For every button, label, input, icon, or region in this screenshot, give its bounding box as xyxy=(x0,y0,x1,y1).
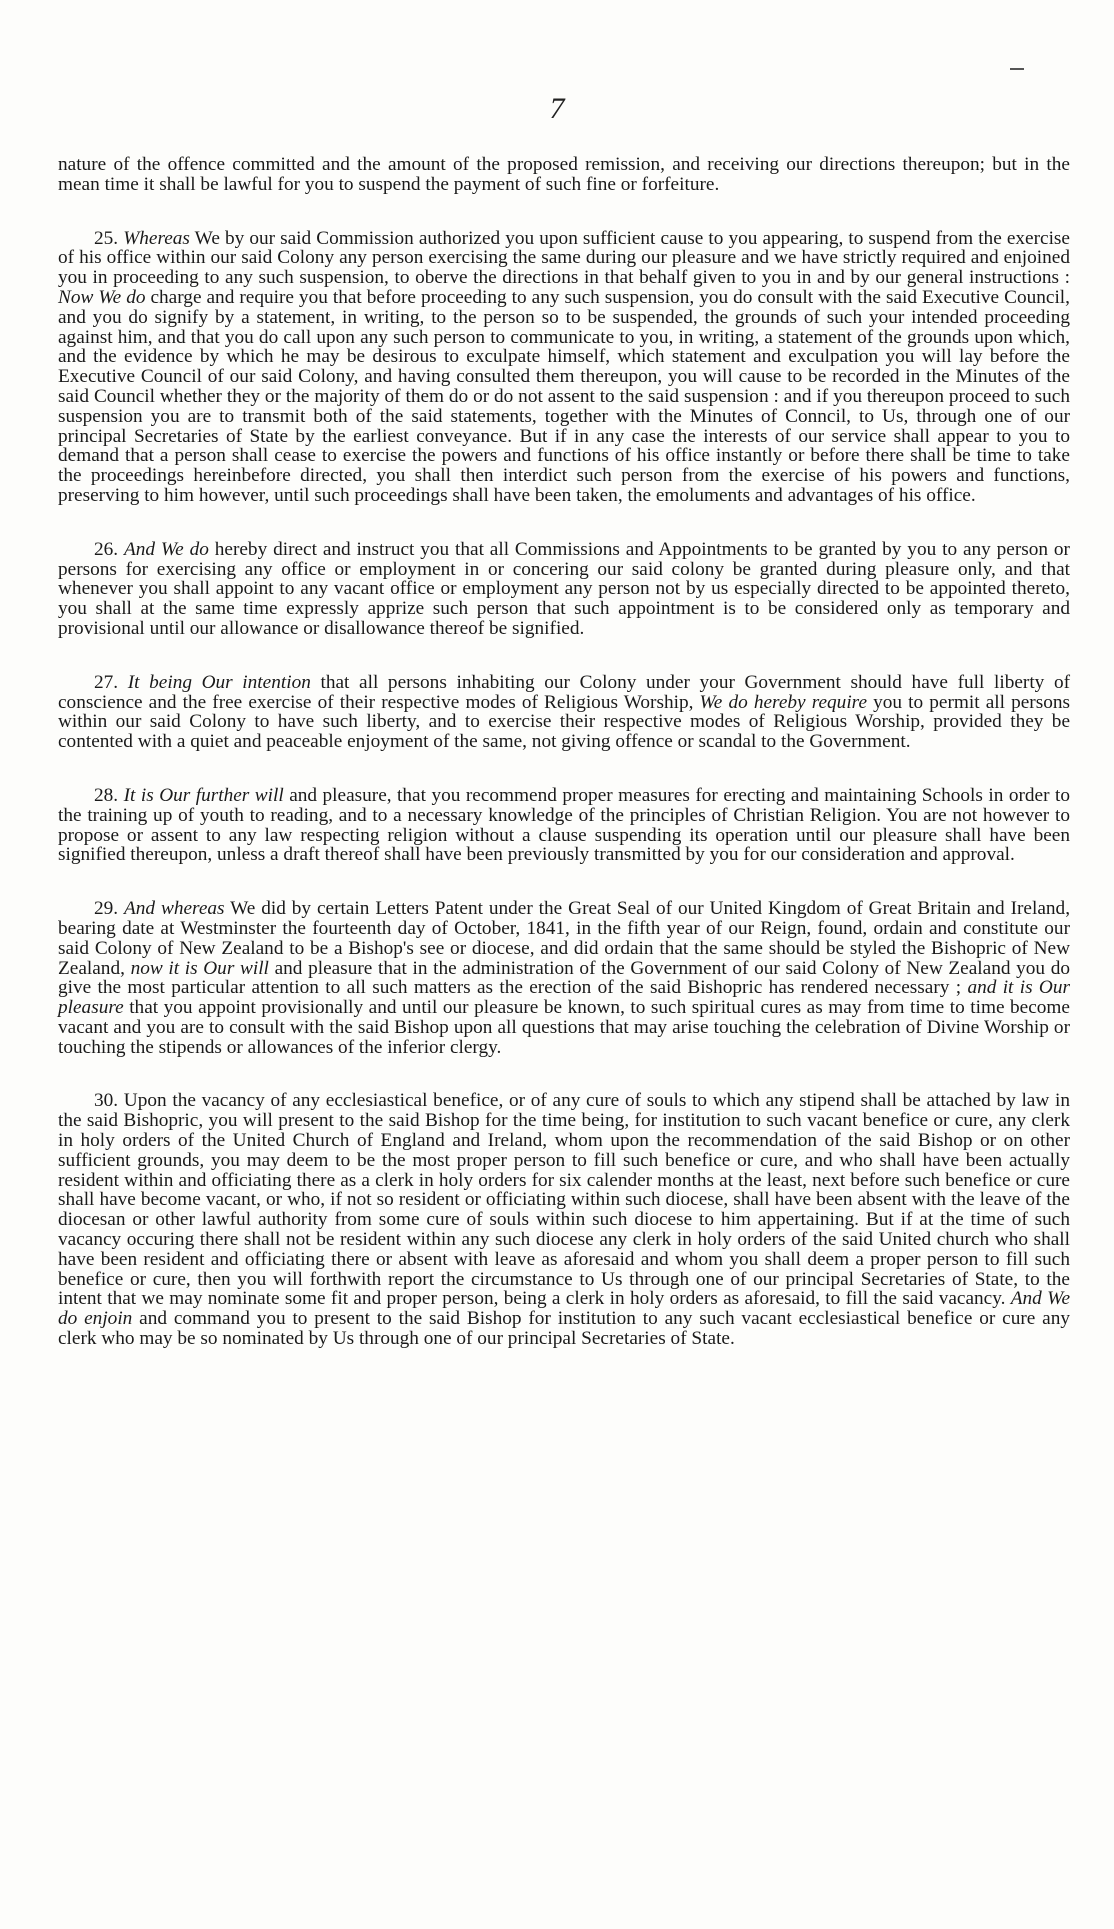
text-run: and pleasure, that you recommend proper measures for erecting and maintaining Schools in order to the training up of youth to reading, and to a necessary knowledge of the principles of Christian Religion. You are not however to propose or assent to any law respecting religion without a clause suspending its operation until our pleasure shall have been signified thereupon, unless a draft thereof shall have been previously transmitted by you for our consideration and approval. xyxy=(58,784,1070,866)
italic-phrase: Whereas xyxy=(123,227,190,249)
text-run: and command you to present to the said Bishop for institution to any such vacant ecclesiastical benefice or cure any clerk who may be so nominated by Us through one of our principal Secretaries of State. xyxy=(58,1308,1070,1350)
text-run: 29. xyxy=(94,898,125,920)
italic-phrase: It being Our intention xyxy=(127,671,311,693)
italic-phrase: And We do xyxy=(123,538,209,560)
paragraph-clause-27 xyxy=(58,673,1070,752)
italic-phrase: and it is Our pleasure xyxy=(58,977,1071,1019)
page-number: 7 xyxy=(549,92,565,125)
italic-phrase: We do hereby require xyxy=(699,691,868,713)
italic-phrase: And whereas xyxy=(124,898,225,920)
paragraph-clause-28 xyxy=(58,786,1070,865)
text-run: nature of the offence committed and the amount of the proposed remission, and receiving our directions thereupon; but in the mean time it shall be lawful for you to suspend the payment of such fine or forfeiture. xyxy=(58,154,1070,195)
italic-phrase: It is Our further will xyxy=(123,784,284,806)
paragraph-continuation xyxy=(58,155,1070,195)
text-run: that all persons inhabiting our Colony under your Government should have full liberty of conscience and the free exercise of their respective modes of Religious Worship, xyxy=(58,671,1071,713)
text-run: 30. Upon the vacancy of any ecclesiastical benefice, or of any cure of souls to which any stipend shall be attached by law in the said Bishopric, you will present to the said Bishop for the time being, for institution to such vacant benefice or cure, any clerk in holy orders of the United Church of England and Ireland, whom upon the recommendation of the said Bishop or on other sufficient grounds, you may deem to be the most proper person to fill such benefice or cure, and who shall have been actually resident within and officiating there as a clerk in holy orders for six calender months at the least, next before such benefice or cure shall have become vacant, or who, if not so resident or officiating within such diocese, shall have been absent with the leave of the diocesan or other lawful authority from some cure of souls within such diocese to him appertaining. But if at the time of such vacancy occuring there shall not be resident within any such diocese any clerk in holy orders of the said United church who shall have been resident and officiating there or absent with leave as aforesaid and whom you shall deem a proper person to fill such benefice or cure, then you will forthwith report the circumstance to Us through one of our principal Secretaries of State, to the intent that we may nominate some fit and proper person, being a clerk in holy orders as aforesaid, to fill the said vacancy. xyxy=(58,1090,1070,1310)
text-run: 25. xyxy=(94,227,124,249)
text-run: 28. xyxy=(94,784,124,806)
text-run: 26. xyxy=(94,538,124,560)
paragraph-clause-30 xyxy=(58,1091,1070,1348)
text-run: We by our said Commission authorized you upon sufficient cause to you appearing, to suspend from the exercise of his office within our said Colony any person exercising the same during our pleasure and we have strictly required and enjoined you in proceeding to any such suspension, to oberve the directions in that behalf given to you in and by our general instructions : xyxy=(58,227,1070,289)
italic-phrase: And We do enjoin xyxy=(58,1288,1071,1330)
text-run: and pleasure that in the administration of the Government of our said Colony of New Zealand you do give the most particular attention to all such matters as the erection of the said Bishopric has rendered necessary ; xyxy=(58,957,1071,999)
text-run: 27. xyxy=(94,671,128,693)
corner-mark xyxy=(1010,68,1024,70)
paragraph-clause-25 xyxy=(58,229,1070,506)
text-run: charge and require you that before proceeding to any such suspension, you do consult with the said Executive Council, and you do signify by a statement, in writing, to the person so to be suspended, the grounds of such your intended proceeding against him, and that you do call upon any such person to communicate to you, in writing, a statement of the grounds upon which, and the evidence by which he may be desirous to exculpate himself, which statement and exculpation you will lay before the Executive Council of our said Colony, and having consulted them thereupon, you will cause to be recorded in the Minutes of the said Council whether they or the majority of them do or do not assent to the said suspension : and if you thereupon proceed to such suspension you are to transmit both of the said statements, together with the Minutes of Conncil, to Us, through one of our principal Secretaries of State by the earliest conveyance. But if in any case the interests of our service shall appear to you to demand that a person shall cease to exercise the powers and functions of his office instantly or before there shall be time to take the proceedings hereinbefore directed, you shall then interdict such person from the exercise of his powers and functions, preserving to him however, until such proceedings shall have been taken, the emoluments and advantages of his office. xyxy=(58,286,1070,506)
text-run: that you appoint provisionally and until our pleasure be known, to such spiritual cures as may from time to time become vacant and you are to consult with the said Bishop upon all questions that may arise touching the celebration of Divine Worship or touching the stipends or allowances of the inferior clergy. xyxy=(58,997,1070,1058)
document-body xyxy=(58,155,1070,1383)
paragraph-clause-26 xyxy=(58,540,1070,639)
italic-phrase: Now We do xyxy=(58,286,146,308)
paragraph-clause-29 xyxy=(58,899,1070,1057)
italic-phrase: now it is Our will xyxy=(130,957,269,979)
text-run: you to permit all persons within our said Colony to have such liberty, and to exercise their respective modes of Religious Worship, provided they be contented with a quiet and peaceable enjoyment of the same, not giving offence or scandal to the Government. xyxy=(58,691,1070,753)
text-run: hereby direct and instruct you that all Commissions and Appointments to be granted by you to any person or persons for exercising any office or employment in or concering our said colony be granted during pleasure only, and that whenever you shall appoint to any vacant office or employment any person not by us especially directed to be appointed thereto, you shall at the same time expressly apprize such person that such appointment is to be considered only as temporary and provisional until our allowance or disallowance thereof be signified. xyxy=(58,538,1070,639)
text-run: We did by certain Letters Patent under the Great Seal of our United Kingdom of Great Britain and Ireland, bearing date at Westminster the fourteenth day of October, 1841, in the fifth year of our Reign, found, ordain and constitute our said Colony of New Zealand to be a Bishop's see or diocese, and did ordain that the same should be styled the Bishopric of New Zealand, xyxy=(58,898,1071,979)
